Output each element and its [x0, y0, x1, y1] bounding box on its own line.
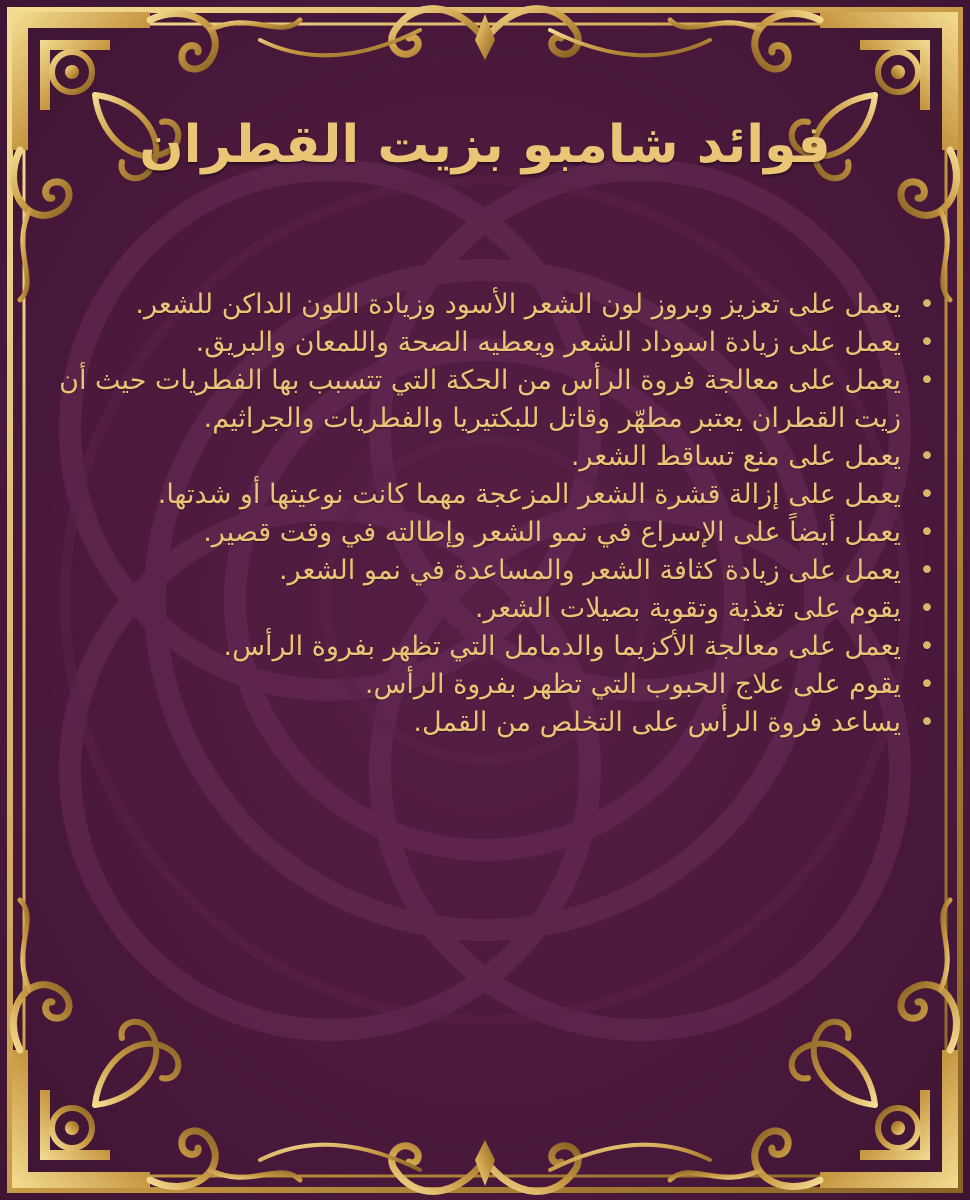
list-item-text: يقوم على تغذية وتقوية بصيلات الشعر. — [474, 593, 901, 624]
bullet-icon: • — [919, 365, 935, 396]
bullet-icon: • — [919, 479, 935, 510]
list-item-text: يعمل على زيادة اسوداد الشعر ويعطيه الصحة واللمعان والبريق. — [195, 327, 901, 358]
list-item — [38, 286, 943, 324]
bullet-icon: • — [919, 441, 935, 472]
list-item — [38, 362, 943, 438]
bullet-icon: • — [919, 517, 935, 548]
list-item — [38, 628, 943, 666]
bullet-icon: • — [919, 555, 935, 586]
corner-ornament-bottom-right — [670, 900, 958, 1188]
list-item — [38, 590, 943, 628]
list-item-text: يعمل على منع تساقط الشعر. — [570, 441, 901, 472]
bottom-scroll-ornament — [392, 1140, 579, 1191]
bullet-icon: • — [919, 327, 935, 358]
list-item-text: يعمل أيضاً على الإسراع في نمو الشعر وإطالته في وقت قصير. — [203, 517, 901, 548]
list-item-text: يعمل على معالجة فروة الرأس من الحكة التي تتسبب بها الفطريات حيث أن زيت القطران يعتبر مطهّر وقاتل للبكتيريا والفطريات والجراثيم. — [59, 365, 901, 434]
corner-ornament-bottom-left — [12, 900, 300, 1188]
list-item — [38, 324, 943, 362]
list-item-text: يساعد فروة الرأس على التخلص من القمل. — [413, 707, 901, 738]
list-item-text: يعمل على إزالة قشرة الشعر المزعجة مهما كانت نوعيتها أو شدتها. — [157, 479, 901, 510]
list-item-text: يعمل على معالجة الأكزيما والدمامل التي تظهر بفروة الرأس. — [223, 631, 901, 662]
bullet-icon: • — [919, 289, 935, 320]
list-item — [38, 666, 943, 704]
list-item-text: يعمل على زيادة كثافة الشعر والمساعدة في نمو الشعر. — [278, 555, 901, 586]
bullet-icon: • — [919, 631, 935, 662]
bullet-icon: • — [919, 593, 935, 624]
bullet-icon: • — [919, 707, 935, 738]
page-title: فوائد شامبو بزيت القطران — [139, 115, 831, 175]
list-item — [38, 704, 943, 742]
list-item — [38, 476, 943, 514]
bullet-icon: • — [919, 669, 935, 700]
list-item — [38, 552, 943, 590]
list-item — [38, 514, 943, 552]
list-item — [38, 438, 943, 476]
list-item-text: يقوم على علاج الحبوب التي تظهر بفروة الرأس. — [364, 669, 901, 700]
top-scroll-ornament — [392, 9, 579, 60]
benefits-list — [38, 286, 943, 906]
list-item-text: يعمل على تعزيز وبروز لون الشعر الأسود وزيادة اللون الداكن للشعر. — [135, 289, 901, 320]
